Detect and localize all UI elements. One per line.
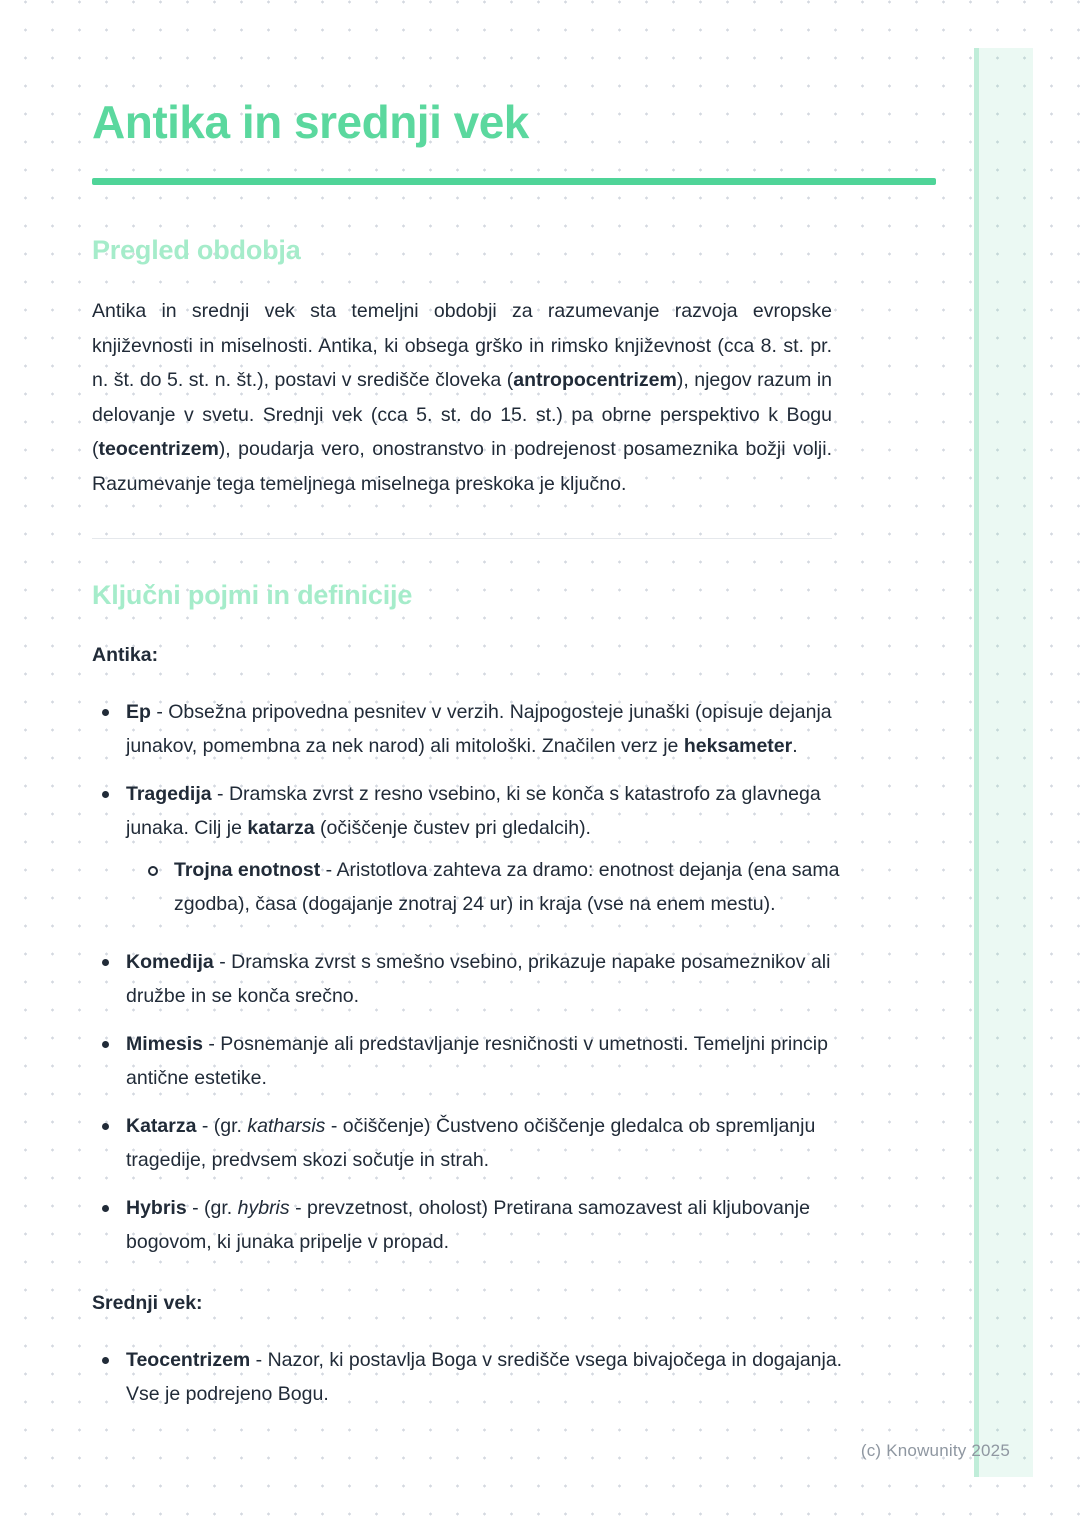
text-run: - Aristotlova zahteva za dramo: enotnost dejanja (ena sama zgodba), časa (dogajanje znotraj 24 ur) in kraja (vse na enem mestu). [174,858,840,915]
nested-term-list [126,853,852,921]
list-item [92,945,852,1013]
bullet-disc-icon [102,1205,109,1212]
footer-copyright: (c) Knowunity 2025 [860,1441,1010,1460]
text-run: Katarza [126,1114,197,1137]
bullet-disc-icon [102,1123,109,1130]
bullet-disc-icon [102,709,109,716]
text-run: (očiščenje čustev pri gledalcih). [314,816,591,839]
list-item [92,1191,852,1259]
bullet-circle-icon [148,866,158,876]
antika-term-list [92,695,852,1259]
group-label-antika: Antika: [92,643,159,666]
bullet-disc-icon [102,1041,109,1048]
group-label-srednji-vek: Srednji vek: [92,1291,203,1314]
text-run: katharsis [247,1114,326,1137]
text-run: Tragedija [126,782,212,805]
text-run: . [792,734,798,757]
list-item-text [126,1033,828,1089]
section-heading-kljucni: Ključni pojmi in definicije [92,579,413,610]
list-item-text [126,701,832,757]
text-run: antropocentrizem [513,369,677,392]
text-run: ), njegov razum in delovanje v svetu. Srednji vek (cca 5. st. do 15. st.) pa obrne perspektivo k Bogu ( [92,369,833,461]
overview-paragraph [92,294,832,502]
text-run: Hybris [126,1196,187,1219]
text-run: heksameter [683,734,793,757]
text-run: - Obsežna pripovedna pesnitev v verzih. Najpogosteje junaški (opisuje dejanja junakov, pomembna za nek narod) ali mitološki. Značilen verz je [126,700,832,757]
text-run: hybris [237,1196,290,1219]
list-item [92,1027,852,1095]
text-run: - (gr. [186,1196,238,1219]
list-item-text [126,1115,815,1171]
text-run: - očiščenje) Čustveno očiščenje gledalca ob spremljanju tragedije, predvsem skozi sočutje in strah. [126,1114,816,1171]
list-item [92,1343,852,1411]
list-item [92,777,852,921]
section-heading-pregled: Pregled obdobja [92,235,301,265]
text-run: - Dramska zvrst z resno vsebino, ki se konča s katastrofo za glavnega junaka. Cilj je [126,782,821,839]
list-item-text [126,1349,842,1405]
list-item [92,695,852,763]
sub-list-item [138,853,852,921]
text-run: Komedija [126,950,214,973]
bullet-disc-icon [102,791,109,798]
page-title: Antika in srednji vek [92,96,529,148]
text-run: Trojna enotnost [174,858,321,881]
text-run: teocentrizem [98,438,219,461]
text-run: - Posnemanje ali predstavljanje resničnosti v umetnosti. Temeljni princip antične estetike. [126,1032,828,1089]
bullet-disc-icon [102,1357,109,1364]
text-run: - Nazor, ki postavlja Boga v središče vsega bivajočega in dogajanja. Vse je podrejeno Bogu. [126,1348,843,1405]
list-item-text [126,1197,810,1253]
title-underline-rule [92,178,936,185]
list-item [92,1109,852,1177]
text-run: - Dramska zvrst s smešno vsebino, prikazuje napake posameznikov ali družbe in se konča srečno. [126,950,831,1007]
list-item-text [174,859,839,915]
text-run: Ep [126,700,151,723]
document-content [92,96,936,1425]
text-run: Antika in srednji vek sta temeljni obdobji za razumevanje razvoja evropske književnosti in miselnosti. Antika, ki obsega grško in rimsko književnost (cca 8. st. pr. n. št. do 5. st. n. št.), postavi v središče človeka ( [92,300,832,392]
decorative-side-stripe [974,48,1033,1477]
srednji-vek-term-list [92,1343,852,1411]
bullet-disc-icon [102,959,109,966]
text-run: ), poudarja vero, onostranstvo in podrejenost posameznika božji volji. Razumevanje tega temeljnega miselnega preskoka je ključno. [92,438,832,495]
list-item-text [126,951,830,1007]
text-run: katarza [247,816,315,839]
list-item-text [126,783,821,839]
text-run: Teocentrizem [126,1348,251,1371]
text-run: - prevzetnost, oholost) Pretirana samozavest ali kljubovanje bogovom, ki junaka pripelje v propad. [126,1196,810,1253]
section-divider [92,538,832,539]
text-run: - (gr. [196,1114,248,1137]
text-run: Mimesis [126,1032,203,1055]
